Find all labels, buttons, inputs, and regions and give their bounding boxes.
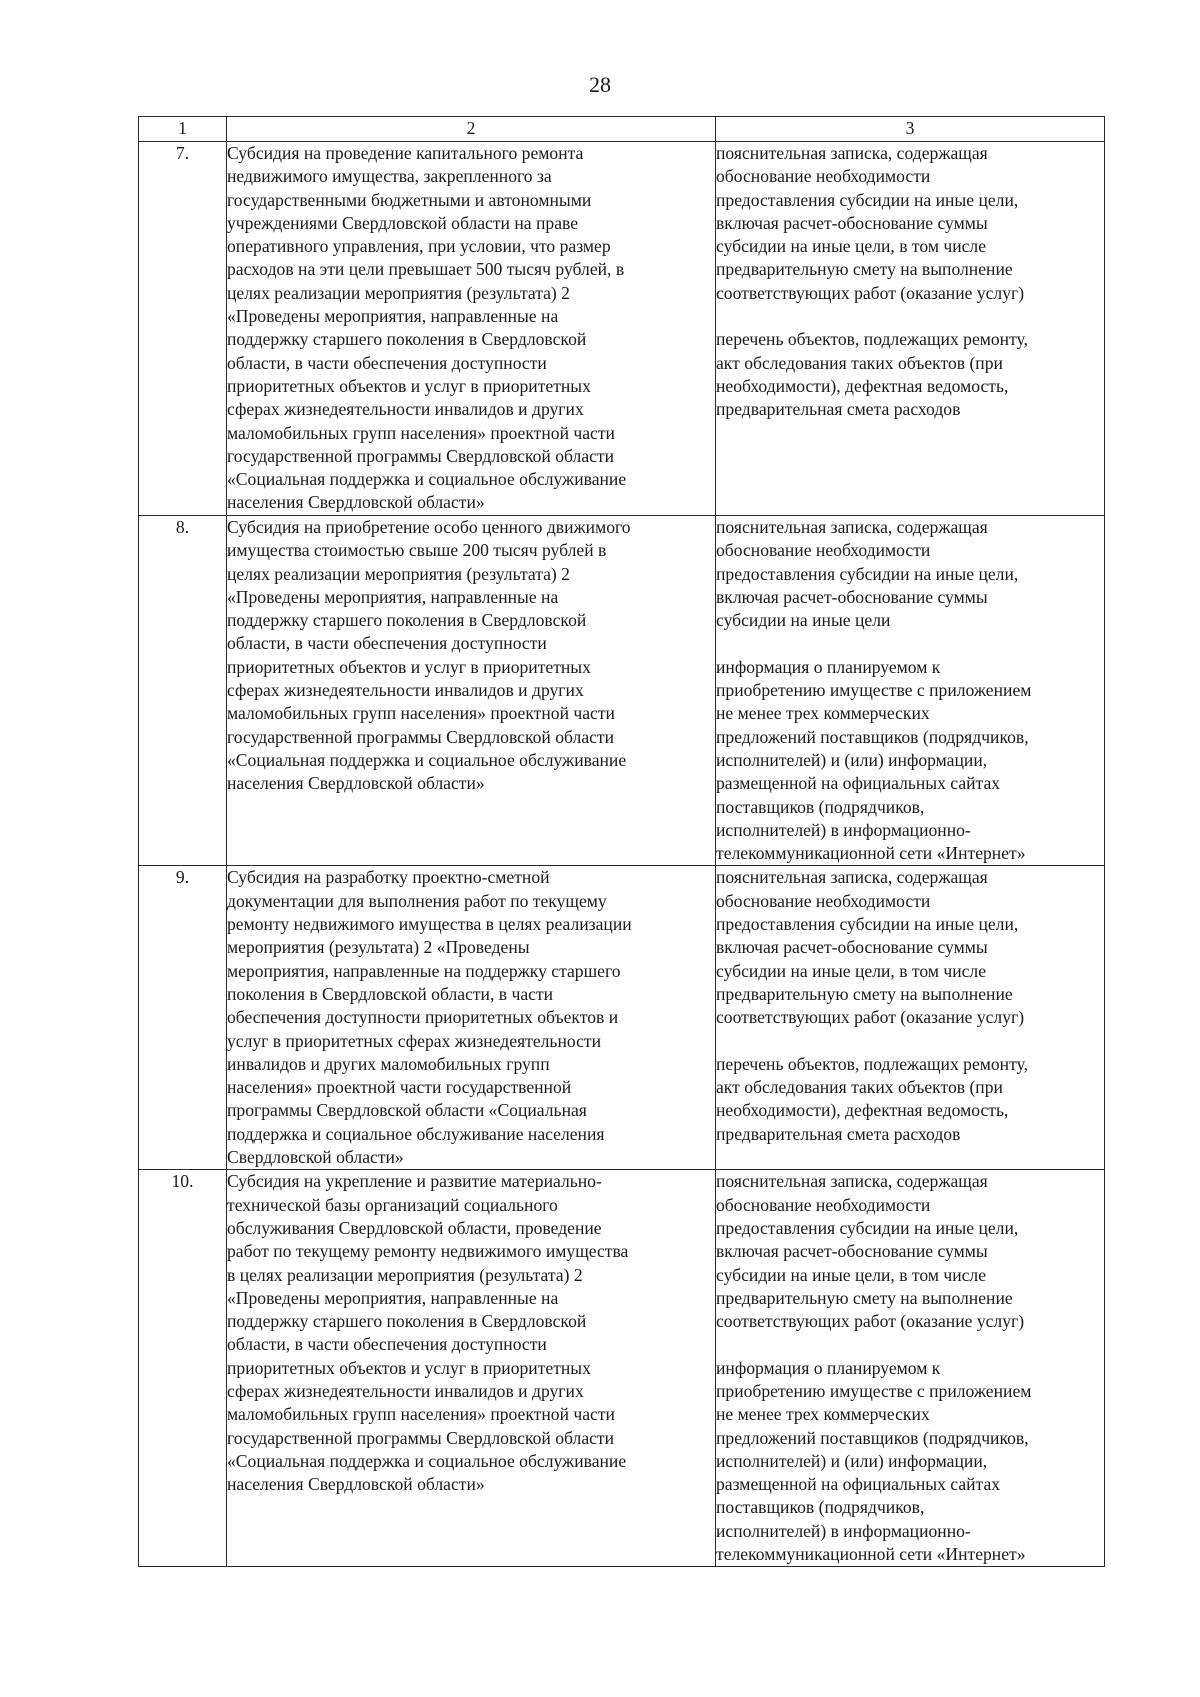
required-document: пояснительная записка, содержащая обоснование необходимости предоставления субсидии на иные цели, включая расчет-обоснование суммы субсидии на иные цели, в том числе предварительную смету на выполнение соответствующих работ (оказание услуг): [716, 1171, 1025, 1332]
required-document: пояснительная записка, содержащая обоснование необходимости предоставления субсидии на иные цели, включая расчет-обоснование суммы субсидии на иные цели, в том числе предварительную смету на выполнение соответствующих работ (оказание услуг): [716, 867, 1025, 1028]
required-document: пояснительная записка, содержащая обоснование необходимости предоставления субсидии на иные цели, включая расчет-обоснование суммы субсидии на иные цели, в том числе предварительную смету на выполнение соответствующих работ (оказание услуг): [716, 143, 1025, 303]
table-row: [139, 866, 1105, 1170]
required-document: перечень объектов, подлежащих ремонту, акт обследования таких объектов (при необходимости), дефектная ведомость, предварительная смета расходов: [716, 1053, 1028, 1144]
subsidy-description-cell: [227, 516, 716, 866]
required-documents-cell: [716, 866, 1105, 1170]
subsidy-description-cell: [227, 1170, 716, 1567]
required-documents-cell: [716, 516, 1105, 866]
required-documents-cell: [716, 1170, 1105, 1567]
subsidy-description-cell: [227, 142, 716, 516]
row-number-cell: [139, 866, 227, 1170]
required-document: пояснительная записка, содержащая обоснование необходимости предоставления субсидии на иные цели, включая расчет-обоснование суммы субсидии на иные цели: [716, 517, 1019, 631]
row-number-cell: [139, 516, 227, 866]
subsidy-description-cell: [227, 866, 716, 1170]
row-number: 10.: [171, 1171, 194, 1192]
row-number-cell: [139, 142, 227, 516]
column-header-1: 1: [139, 117, 227, 142]
row-number: 9.: [175, 867, 190, 888]
page-number: 28: [589, 72, 611, 97]
subsidy-description: Субсидия на приобретение особо ценного движимого имущества стоимостью свыше 200 тысяч рублей в целях реализации мероприятия (результата) 2 «Проведены мероприятия, направленные на поддержку старшего поколения в Свердловской области, в части обеспечения доступности приоритетных объектов и услуг в приоритетных сферах жизнедеятельности инвалидов и других маломобильных групп населения» проектной части государственной программы Свердловской области «Социальная поддержка и социальное обслуживание населения Свердловской области»: [227, 517, 631, 794]
subsidy-description: Субсидия на проведение капитального ремонта недвижимого имущества, закрепленного за государственными бюджетными и автономными учреждениями Свердловской области на праве оперативного управления, при условии, что размер расходов на эти цели превышает 500 тысяч рублей, в целях реализации мероприятия (результата) 2 «Проведены мероприятия, направленные на поддержку старшего поколения в Свердловской области, в части обеспечения доступности приоритетных объектов и услуг в приоритетных сферах жизнедеятельности инвалидов и других маломобильных групп населения» проектной части государственной программы Свердловской области «Социальная поддержка и социальное обслуживание населения Свердловской области»: [227, 143, 627, 513]
table-row: [139, 516, 1105, 866]
table-row: [139, 1170, 1105, 1567]
required-document: перечень объектов, подлежащих ремонту, акт обследования таких объектов (при необходимости), дефектная ведомость, предварительная смета расходов: [716, 329, 1028, 420]
row-number-cell: [139, 1170, 227, 1567]
subsidy-table: [138, 116, 1105, 1567]
table-header-row: [139, 117, 1105, 142]
required-document: информация о планируемом к приобретению имуществе с приложением не менее трех коммерческих предложений поставщиков (подрядчиков, исполнителей) и (или) информации, размещенной на официальных сайтах поставщиков (подрядчиков, исполнителей) в информационно- телекоммуникационной сети «Интернет»: [716, 1357, 1032, 1565]
required-document: информация о планируемом к приобретению имуществе с приложением не менее трех коммерческих предложений поставщиков (подрядчиков, исполнителей) и (или) информации, размещенной на официальных сайтах поставщиков (подрядчиков, исполнителей) в информационно- телекоммуникационной сети «Интернет»: [716, 656, 1032, 864]
table-row: [139, 142, 1105, 516]
row-number: 8.: [175, 517, 190, 537]
row-number: 7.: [175, 143, 190, 163]
column-header-3: 3: [716, 117, 1105, 142]
required-documents-cell: [716, 142, 1105, 516]
subsidy-description: Субсидия на разработку проектно-сметной документации для выполнения работ по текущему ремонту недвижимого имущества в целях реализации мероприятия (результата) 2 «Проведены мероприятия, направленные на поддержку старшего поколения в Свердловской области, в части обеспечения доступности приоритетных объектов и услуг в приоритетных сферах жизнедеятельности инвалидов и других маломобильных групп населения» проектной части государственной программы Свердловской области «Социальная поддержка и социальное обслуживание населения Свердловской области»: [227, 867, 632, 1168]
column-header-2: 2: [227, 117, 716, 142]
subsidy-description: Субсидия на укрепление и развитие материально- технической базы организаций социального обслуживания Свердловской области, проведение работ по текущему ремонту недвижимого имущества в целях реализации мероприятия (результата) 2 «Проведены мероприятия, направленные на поддержку старшего поколения в Свердловской области, в части обеспечения доступности приоритетных объектов и услуг в приоритетных сферах жизнедеятельности инвалидов и других маломобильных групп населения» проектной части государственной программы Свердловской области «Социальная поддержка и социальное обслуживание населения Свердловской области»: [227, 1171, 629, 1495]
